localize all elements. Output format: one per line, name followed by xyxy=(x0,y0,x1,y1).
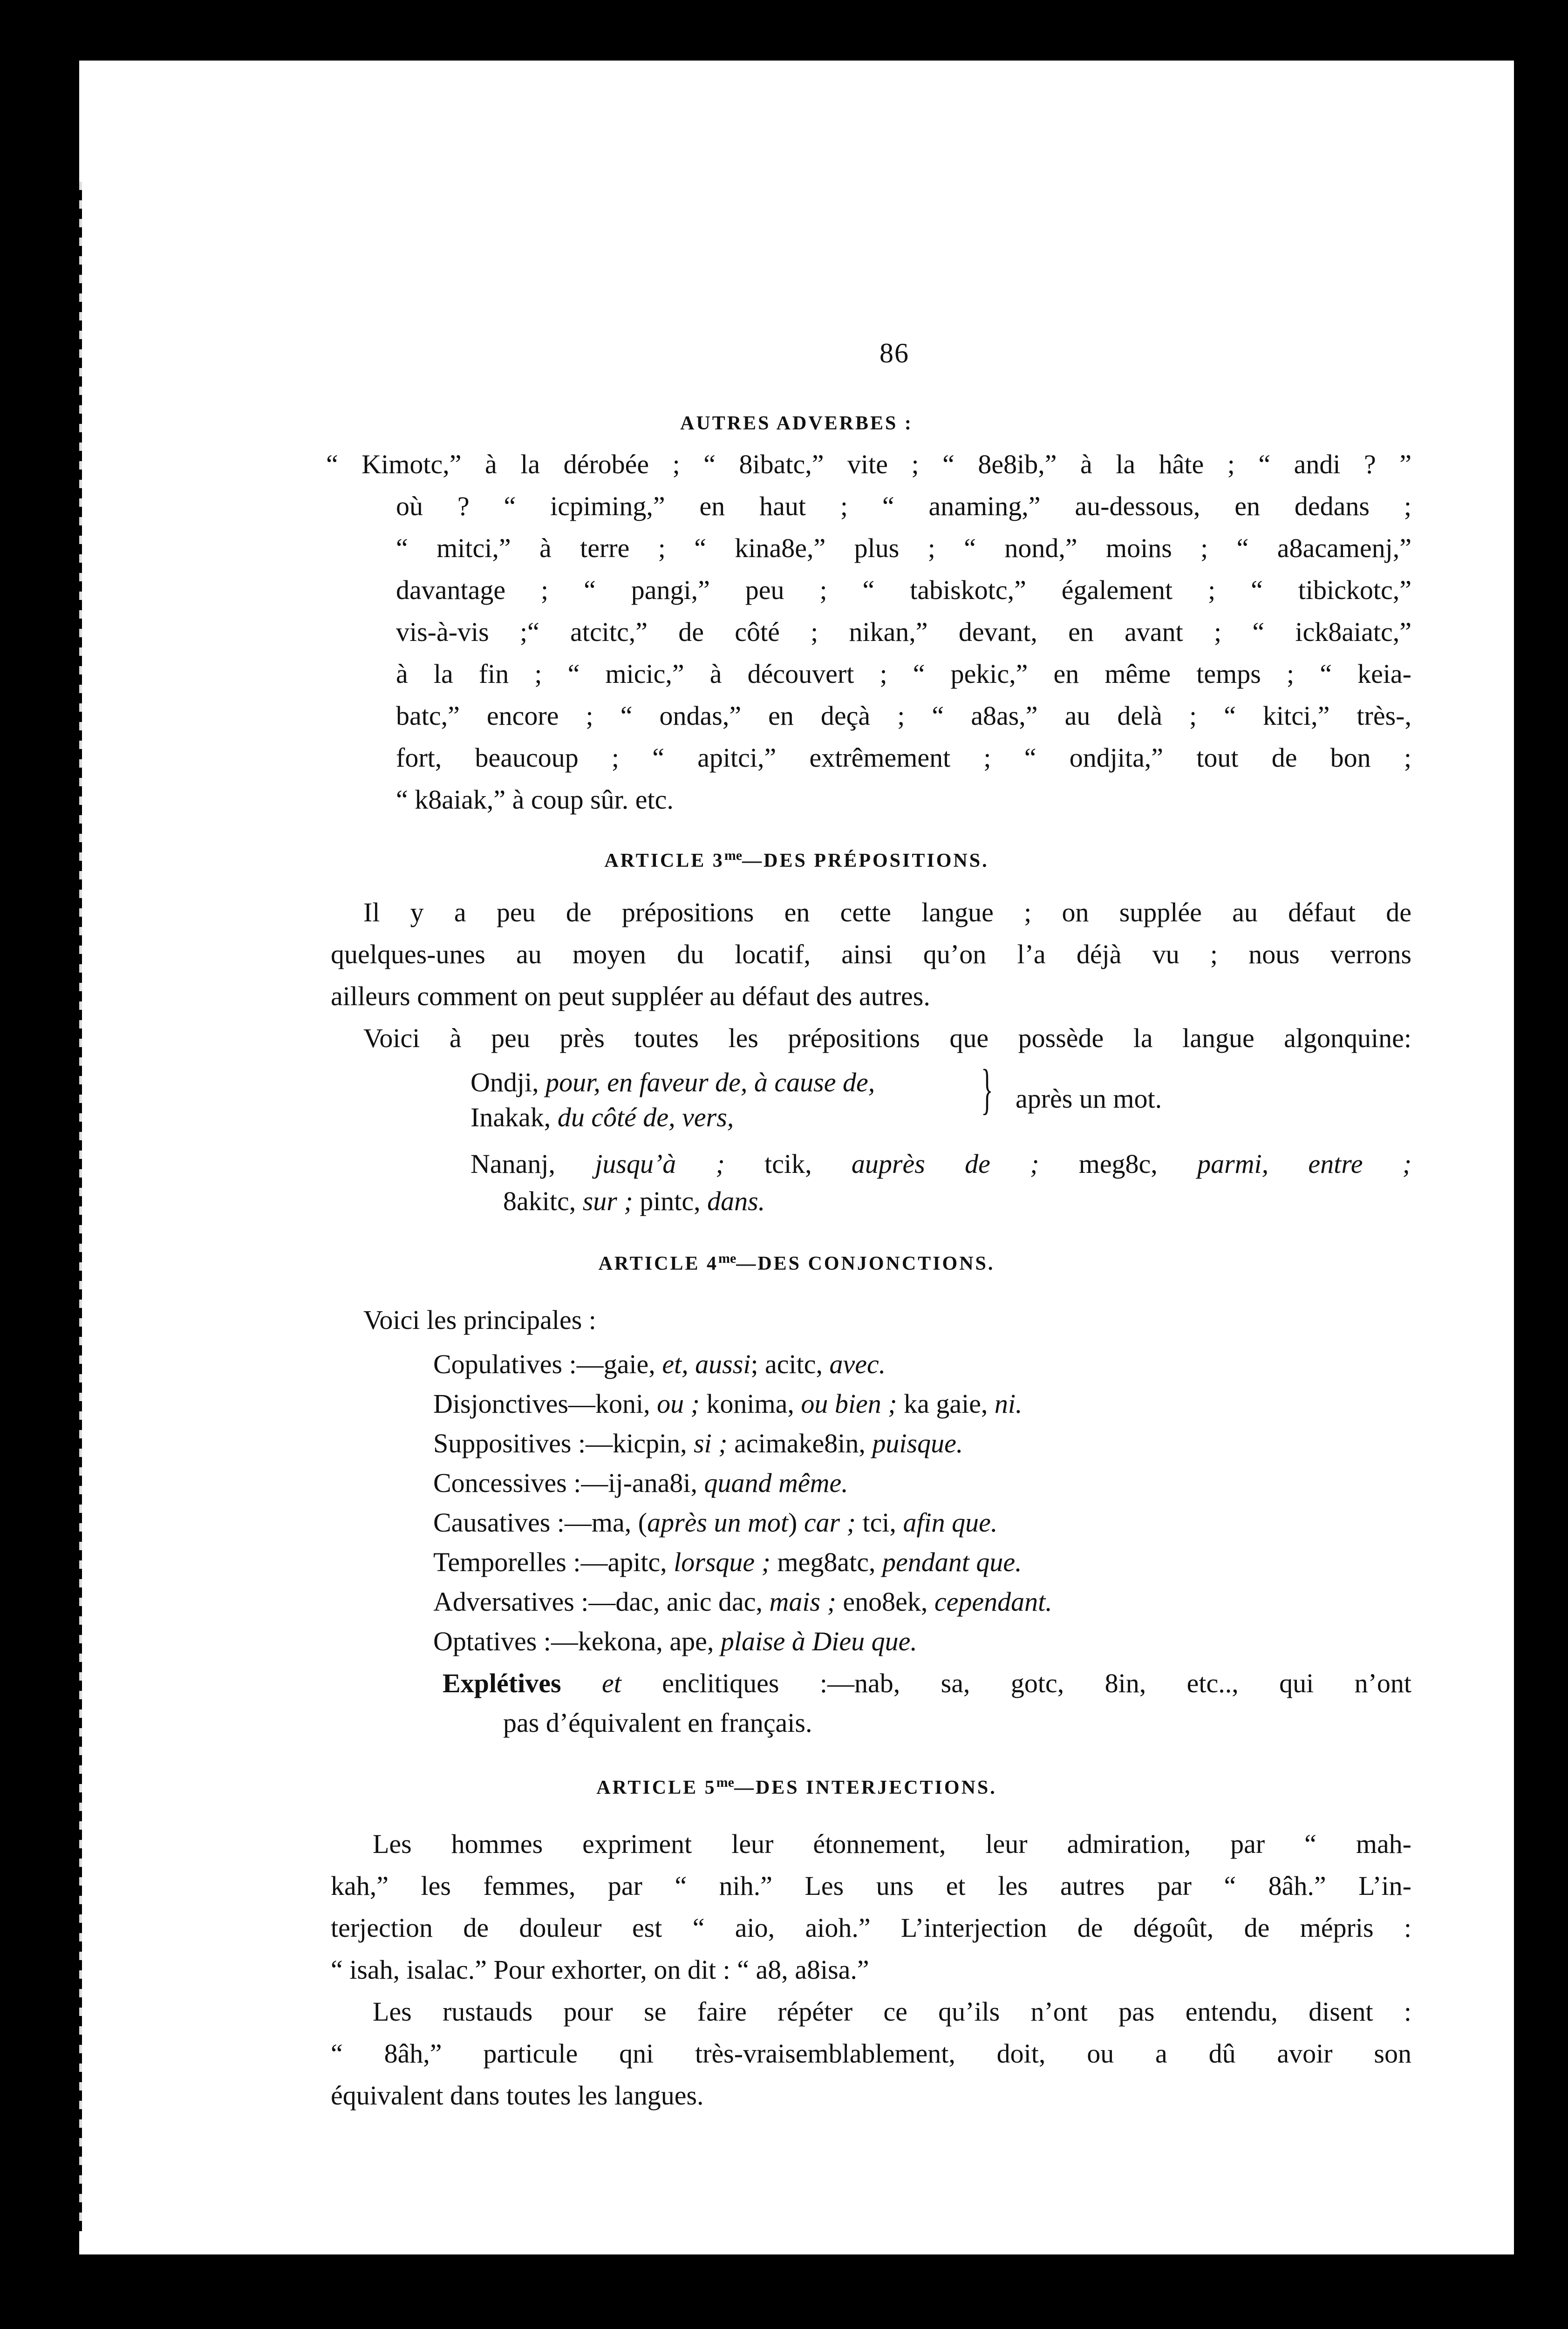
expletives-line: Explétives et enclitiques :—nab, sa, gotc, 8in, etc.., qui n’ont xyxy=(443,1668,1412,1698)
book-page xyxy=(79,61,1514,2254)
conjonction-gloss: quand même. xyxy=(704,1468,848,1498)
conjonction-word: ( xyxy=(638,1507,648,1538)
preposition-inakak: Inakak, du côté de, vers, xyxy=(470,1102,734,1132)
preposition-line: Nananj, jusqu’à ; tcik, auprès de ; meg8c, parmi, entre ; xyxy=(470,1149,1412,1179)
interjections-line: Les rustauds pour se faire répéter ce qu’ils n’ont pas entendu, disent : xyxy=(373,1996,1411,2027)
expletives-line: pas d’équivalent en français. xyxy=(503,1708,812,1738)
conjonction-gloss: pendant que. xyxy=(882,1547,1022,1577)
page-number: 86 xyxy=(879,338,909,368)
adverbes-line: à la fin ; “ micic,” à découvert ; “ pekic,” en même temps ; “ keia- xyxy=(396,659,1411,689)
conjonction-gloss: mais ; xyxy=(769,1587,836,1617)
conjonction-word: ka gaie, xyxy=(897,1389,995,1419)
conjonction-label: Suppositives :—kicpin, xyxy=(433,1428,694,1458)
conjonction-word: meg8atc, xyxy=(770,1547,882,1577)
brace: } xyxy=(981,1058,993,1120)
conjonction-label: Concessives :—ij-ana8i, xyxy=(433,1468,704,1498)
conjonction-gloss: si ; xyxy=(694,1428,728,1458)
interjections-line: “ isah, isalac.” Pour exhorter, on dit : “ a8, a8isa.” xyxy=(331,1954,869,1985)
conjonction-gloss: puisque. xyxy=(872,1428,963,1458)
conjonction-label: Causatives :—ma, xyxy=(433,1507,638,1538)
preposition-ondji: Ondji, pour, en faveur de, à cause de, xyxy=(470,1067,875,1097)
conjonction-gloss: avec. xyxy=(829,1349,886,1379)
conjonction-word: ; acitc, xyxy=(750,1349,830,1379)
conjonction-word: konima, xyxy=(699,1389,801,1419)
conjonction-word: tci, xyxy=(855,1507,903,1538)
conjonction-label: Adversatives :—dac, anic dac, xyxy=(433,1587,770,1617)
conjonction-label: Copulatives :—gaie, xyxy=(433,1349,662,1379)
adverbes-line: batc,” encore ; “ ondas,” en deçà ; “ a8as,” au delà ; “ kitci,” très-, xyxy=(396,701,1411,731)
adverbes-line: “ k8aiak,” à coup sûr. etc. xyxy=(396,784,674,815)
conjonction-word: ) xyxy=(788,1507,804,1538)
adverbes-line: “ Kimotc,” à la dérobée ; “ 8ibatc,” vite ; “ 8e8ib,” à la hâte ; “ andi ? ” xyxy=(326,449,1411,479)
conjonction-gloss: cependant. xyxy=(934,1587,1052,1617)
conjonction-label: Temporelles :—apitc, xyxy=(433,1547,674,1577)
preposition-line: 8akitc, sur ; pintc, dans. xyxy=(503,1186,765,1216)
conjonctions-intro: Voici les principales : xyxy=(363,1305,596,1335)
brace-note: après un mot. xyxy=(1016,1083,1162,1114)
conjonction-gloss: ou ; xyxy=(657,1389,700,1419)
heading-autres-adverbes: AUTRES ADVERBES : xyxy=(680,413,913,434)
conjonction-word: acimake8in, xyxy=(727,1428,873,1458)
conjonction-gloss: lorsque ; xyxy=(674,1547,770,1577)
interjections-line: équivalent dans toutes les langues. xyxy=(331,2080,704,2111)
adverbes-line: “ mitci,” à terre ; “ kina8e,” plus ; “ nond,” moins ; “ a8acamenj,” xyxy=(396,533,1411,563)
conjonction-label: Disjonctives—koni, xyxy=(433,1389,657,1419)
interjections-line: Les hommes expriment leur étonnement, leur admiration, par “ mah- xyxy=(373,1829,1411,1859)
conjonction-item xyxy=(433,1549,1022,1576)
heading-conjonctions: ARTICLE $4^{me}—DES$ CONJONCTIONS. xyxy=(598,1251,995,1274)
prepositions-para-line: Il y a peu de prépositions en cette langue ; on supplée au défaut de xyxy=(363,897,1411,927)
conjonction-gloss: après un mot xyxy=(647,1507,788,1538)
conjonction-item xyxy=(433,1509,997,1536)
conjonction-gloss: ou bien ; xyxy=(801,1389,897,1419)
heading-interjections: ARTICLE $5^{me}—DES$ INTERJECTIONS. xyxy=(596,1775,997,1798)
interjections-line: kah,” les femmes, par “ nih.” Les uns et les autres par “ 8âh.” L’in- xyxy=(331,1871,1411,1901)
conjonction-item xyxy=(433,1588,1052,1615)
prepositions-para-line: quelques-unes au moyen du locatif, ainsi qu’on l’a déjà vu ; nous verrons xyxy=(331,939,1411,969)
adverbes-line: où ? “ icpiming,” en haut ; “ anaming,” au-dessous, en dedans ; xyxy=(396,491,1411,521)
prepositions-para-line: ailleurs comment on peut suppléer au défaut des autres. xyxy=(331,981,930,1011)
interjections-line: terjection de douleur est “ aio, aioh.” L’interjection de dégoût, de mépris : xyxy=(331,1913,1411,1943)
conjonction-word: eno8ek, xyxy=(836,1587,934,1617)
adverbes-line: fort, beaucoup ; “ apitci,” extrêmement ; “ ondjita,” tout de bon ; xyxy=(396,742,1411,773)
prepositions-intro: Voici à peu près toutes les prépositions que possède la langue algonquine: xyxy=(363,1023,1411,1053)
heading-prepositions: ARTICLE $3^{me}—DES$ PRÉPOSITIONS. xyxy=(604,848,989,872)
conjonction-item xyxy=(433,1430,963,1457)
conjonction-gloss: plaise à Dieu que. xyxy=(720,1626,917,1656)
conjonction-item xyxy=(433,1351,886,1378)
conjonction-item xyxy=(433,1390,1023,1417)
conjonction-gloss: et, aussi xyxy=(662,1349,751,1379)
conjonction-gloss: afin que. xyxy=(903,1507,998,1538)
conjonction-gloss: ni. xyxy=(994,1389,1023,1419)
conjonction-item xyxy=(433,1628,917,1655)
conjonction-label: Optatives :—kekona, ape, xyxy=(433,1626,721,1656)
conjonction-item xyxy=(433,1470,848,1497)
interjections-line: “ 8âh,” particule qni très-vraisemblablement, doit, ou a dû avoir son xyxy=(331,2038,1411,2069)
conjonction-gloss: car ; xyxy=(804,1507,856,1538)
adverbes-line: davantage ; “ pangi,” peu ; “ tabiskotc,” également ; “ tibickotc,” xyxy=(396,575,1411,605)
adverbes-line: vis-à-vis ;“ atcitc,” de côté ; nikan,” devant, en avant ; “ ick8aiatc,” xyxy=(396,617,1411,647)
page-edge xyxy=(79,182,82,2231)
